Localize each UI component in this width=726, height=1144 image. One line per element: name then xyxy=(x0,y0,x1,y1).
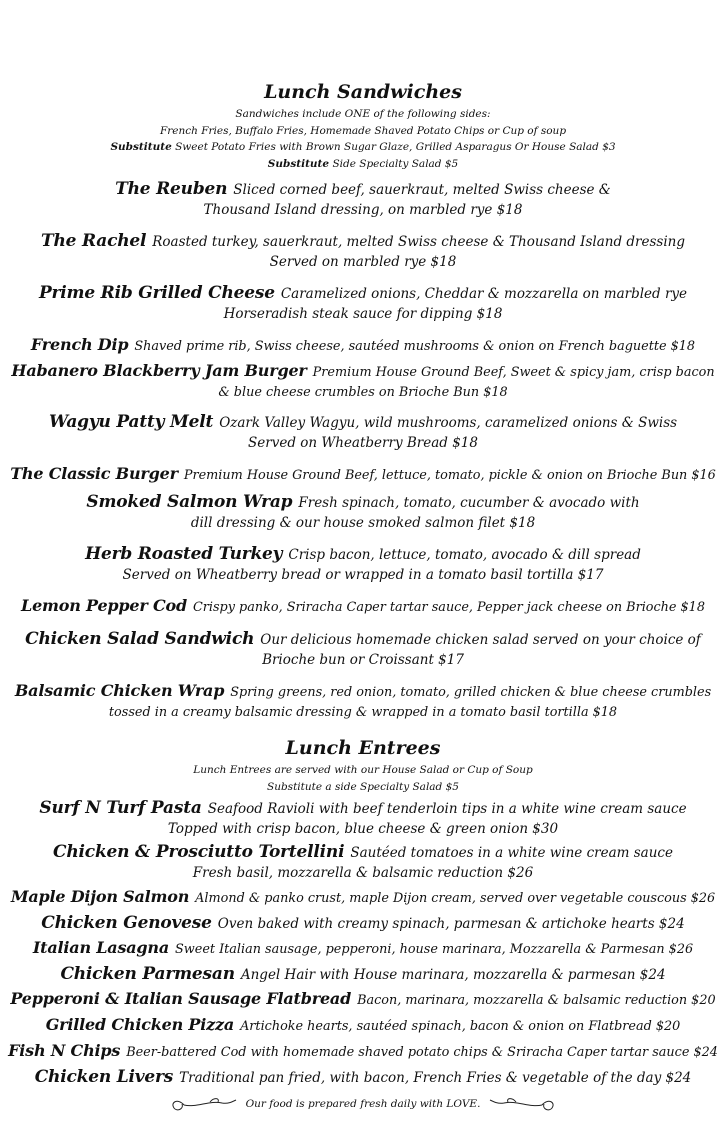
substitute-note-2 xyxy=(0,156,726,173)
item-name: Chicken Parmesan xyxy=(60,964,235,984)
menu-item-chicken-genovese xyxy=(0,913,726,934)
menu-item-chicken-salad-sandwich xyxy=(0,629,726,670)
item-name: Chicken & Prosciutto Tortellini xyxy=(53,842,345,862)
substitute-text: Side Specialty Salad $5 xyxy=(332,157,459,170)
item-description: Premium House Ground Beef, Sweet & spicy jam, crisp bacon xyxy=(312,365,715,380)
item-name: Habanero Blackberry Jam Burger xyxy=(11,361,307,380)
menu-item-chicken-prosciutto-tortellini xyxy=(0,842,726,883)
item-description: Crisp bacon, lettuce, tomato, avocado & dill spread xyxy=(288,547,641,563)
footer xyxy=(170,1094,556,1116)
item-name: Pepperoni & Italian Sausage Flatbread xyxy=(10,989,352,1008)
item-description: Spring greens, red onion, tomato, grilled chicken & blue cheese crumbles xyxy=(230,685,712,700)
item-description: Angel Hair with House marinara, mozzarella & parmesan $24 xyxy=(240,967,666,983)
item-description: Shaved prime rib, Swiss cheese, sautéed mushrooms & onion on French baguette $18 xyxy=(134,339,696,354)
menu-item-the-reuben xyxy=(0,179,726,220)
item-name: The Reuben xyxy=(115,179,228,199)
item-name: Fish N Chips xyxy=(8,1041,121,1060)
item-description: Sliced corned beef, sauerkraut, melted Swiss cheese & xyxy=(233,182,611,198)
menu-item-pepperoni-italian-sausage-flatbread xyxy=(0,989,726,1011)
item-description: Ozark Valley Wagyu, wild mushrooms, caramelized onions & Swiss xyxy=(219,415,678,431)
item-name: Italian Lasagna xyxy=(32,938,170,957)
menu-item-lemon-pepper-cod xyxy=(0,596,726,618)
item-name: The Rachel xyxy=(41,231,147,251)
item-name: Maple Dijon Salmon xyxy=(10,887,190,906)
item-name: Balsamic Chicken Wrap xyxy=(14,681,225,700)
item-description: Crispy panko, Sriracha Caper tartar sauce, Pepper jack cheese on Brioche $18 xyxy=(192,600,705,615)
menu-item-fish-n-chips xyxy=(0,1041,726,1063)
section-title: Lunch Sandwiches xyxy=(264,81,462,103)
item-description-line2: Horseradish steak sauce for dipping $18 xyxy=(223,306,503,322)
menu-item-the-classic-burger xyxy=(0,464,726,486)
item-description: Oven baked with creamy spinach, parmesan & artichoke hearts $24 xyxy=(217,916,685,932)
item-name: Herb Roasted Turkey xyxy=(85,544,283,564)
item-description-line2: Served on Wheatberry Bread $18 xyxy=(248,435,478,451)
item-description: Fresh spinach, tomato, cucumber & avocado with xyxy=(298,495,640,511)
item-description-line2: tossed in a creamy balsamic dressing & wrapped in a tomato basil tortilla $18 xyxy=(108,705,618,720)
item-description: Traditional pan fried, with bacon, French Fries & vegetable of the day $24 xyxy=(179,1070,692,1086)
item-description-line2: Topped with crisp bacon, blue cheese & green onion $30 xyxy=(167,821,559,837)
item-name: Grilled Chicken Pizza xyxy=(45,1015,235,1034)
item-description-line2: Fresh basil, mozzarella & balsamic reduction $26 xyxy=(192,865,534,881)
item-description: Caramelized onions, Cheddar & mozzarella on marbled rye xyxy=(280,286,688,302)
item-description: Our delicious homemade chicken salad served on your choice of xyxy=(260,632,701,648)
section-title: Lunch Entrees xyxy=(285,737,441,759)
entrees-note-2: Substitute a side Specialty Salad $5 xyxy=(267,780,459,793)
menu-item-maple-dijon-salmon xyxy=(0,887,726,909)
item-name: Prime Rib Grilled Cheese xyxy=(38,283,275,303)
item-description: Almond & panko crust, maple Dijon cream, served over vegetable couscous $26 xyxy=(195,891,716,906)
footer-tagline: Our food is prepared fresh daily with LOVE. xyxy=(245,1098,481,1110)
menu-item-wagyu-patty-melt xyxy=(0,412,726,453)
lunch-entrees-section xyxy=(0,736,726,1088)
substitute-text: Sweet Potato Fries with Brown Sugar Glaze, Grilled Asparagus Or House Salad $3 xyxy=(175,141,616,153)
item-description: Bacon, marinara, mozzarella & balsamic reduction $20 xyxy=(357,993,716,1008)
item-description-line2: & blue cheese crumbles on Brioche Bun $18 xyxy=(218,385,508,400)
lunch-sandwiches-section xyxy=(0,80,726,723)
item-description-line2: Served on Wheatberry bread or wrapped in a tomato basil tortilla $17 xyxy=(122,567,604,583)
substitute-label: Substitute xyxy=(110,141,172,153)
sides-note: Sandwiches include ONE of the following sides: xyxy=(235,108,491,120)
menu-item-french-dip xyxy=(0,335,726,357)
item-description: Premium House Ground Beef, lettuce, tomato, pickle & onion on Brioche Bun $16 xyxy=(183,468,716,483)
item-description: Roasted turkey, sauerkraut, melted Swiss cheese & Thousand Island dressing xyxy=(152,234,685,250)
item-name: French Dip xyxy=(30,335,129,354)
menu-item-prime-rib-grilled-cheese xyxy=(0,283,726,324)
menu-item-chicken-parmesan xyxy=(0,964,726,985)
item-description: Artichoke hearts, sautéed spinach, bacon & onion on Flatbread $20 xyxy=(240,1019,681,1034)
sides-list: French Fries, Buffalo Fries, Homemade Shaved Potato Chips or Cup of soup xyxy=(159,124,567,137)
menu-item-balsamic-chicken-wrap xyxy=(0,681,726,723)
item-name: Chicken Livers xyxy=(34,1067,174,1087)
substitute-note-1 xyxy=(0,139,726,156)
menu-item-italian-lasagna xyxy=(0,938,726,960)
item-description-line2: Thousand Island dressing, on marbled rye $18 xyxy=(203,202,523,218)
item-description-line2: dill dressing & our house smoked salmon filet $18 xyxy=(190,515,536,531)
menu-item-habanero-blackberry-jam-burger xyxy=(0,361,726,403)
menu-item-chicken-livers xyxy=(0,1067,726,1088)
item-name: Surf N Turf Pasta xyxy=(39,798,202,818)
item-name: The Classic Burger xyxy=(10,464,178,483)
menu-item-smoked-salmon-wrap xyxy=(0,492,726,533)
item-description: Sautéed tomatoes in a white wine cream sauce xyxy=(350,845,673,861)
substitute-label: Substitute xyxy=(267,157,330,170)
menu-item-grilled-chicken-pizza xyxy=(0,1015,726,1037)
entrees-note-1: Lunch Entrees are served with our House Salad or Cup of Soup xyxy=(193,764,533,776)
item-description-line2: Served on marbled rye $18 xyxy=(269,254,457,270)
item-name: Smoked Salmon Wrap xyxy=(86,492,293,512)
menu-item-surf-n-turf-pasta xyxy=(0,798,726,839)
item-name: Chicken Genovese xyxy=(41,913,212,933)
item-description: Beer-battered Cod with homemade shaved potato chips & Sriracha Caper tartar sauce $24 xyxy=(126,1045,718,1060)
menu-item-herb-roasted-turkey xyxy=(0,544,726,585)
item-name: Lemon Pepper Cod xyxy=(21,596,187,615)
item-description: Sweet Italian sausage, pepperoni, house marinara, Mozzarella & Parmesan $26 xyxy=(175,942,694,957)
item-description-line2: Brioche bun or Croissant $17 xyxy=(262,652,464,668)
item-name: Chicken Salad Sandwich xyxy=(25,629,255,649)
item-name: Wagyu Patty Melt xyxy=(48,412,214,432)
menu-item-the-rachel xyxy=(0,231,726,272)
item-description: Seafood Ravioli with beef tenderloin tips in a white wine cream sauce xyxy=(207,801,687,817)
